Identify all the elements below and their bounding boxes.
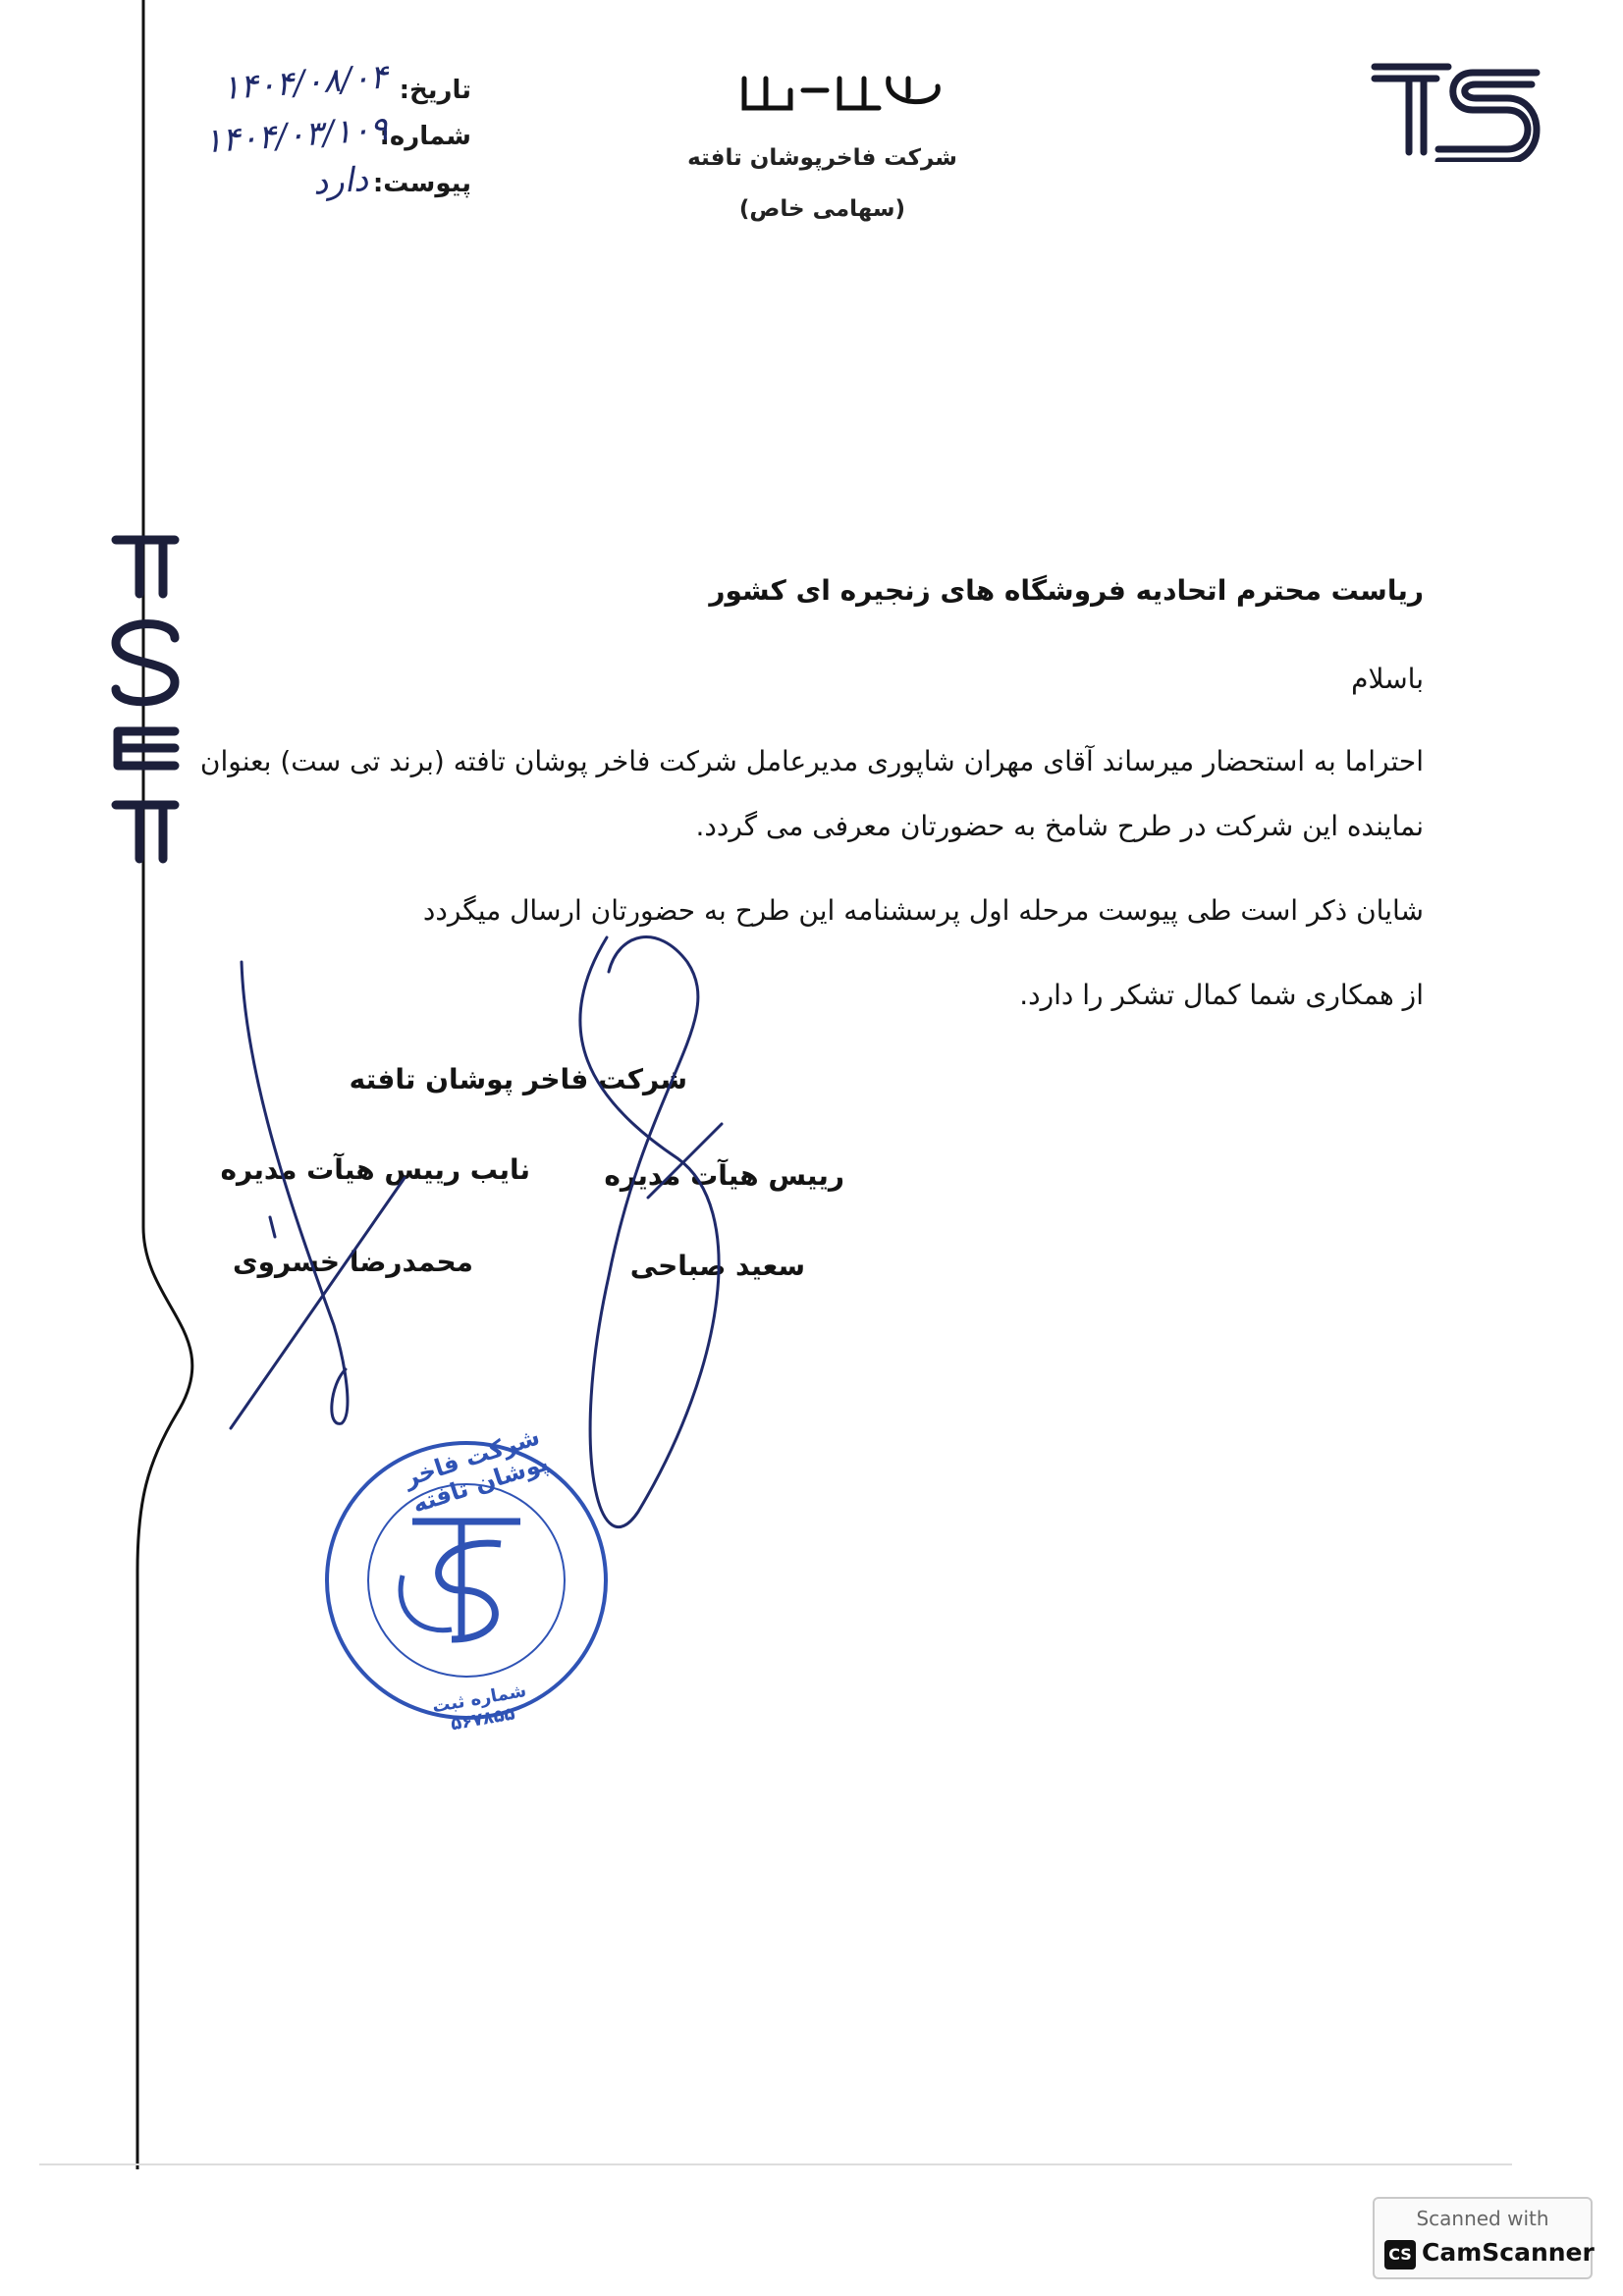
greeting: باسلام	[1351, 663, 1424, 695]
signature-company: شرکت فاخر پوشان تافته	[349, 1063, 687, 1095]
scanned-with-label: Scanned with	[1416, 2207, 1549, 2230]
number-value: ۱۴۰۴/۰۳/۱۰۹	[202, 109, 390, 162]
stamp-registration-text: شماره ثبت ۵۶۷۸۵۵	[430, 1680, 528, 1735]
attachment-value: دارد	[311, 159, 370, 203]
stamp-ring-text: شرکت فاخر پوشان تافته	[401, 1422, 552, 1519]
chairman-title: رییس هیآت مدیره	[604, 1159, 844, 1192]
camscanner-brand: CamScanner	[1422, 2238, 1595, 2267]
vice-chairman-title: نایب رییس هیآت مدیره	[220, 1153, 530, 1186]
number-label: شماره:	[379, 122, 471, 151]
recipient: ریاست محترم اتحادیه فروشگاه های زنجیره ای کشور	[709, 574, 1424, 607]
date-label: تاریخ:	[399, 76, 471, 105]
camscanner-badge	[1373, 2197, 1593, 2279]
date-value: ۱۴۰۴/۰۸/۰۴	[220, 57, 390, 109]
attachment-label: پیوست:	[372, 169, 471, 198]
closing: از همکاری شما کمال تشکر را دارد.	[1019, 979, 1424, 1011]
company-name: شرکت فاخرپوشان تافته	[687, 145, 957, 171]
chairman-name: سعید صباحی	[629, 1250, 805, 1282]
company-type: (سهامی خاص)	[738, 196, 906, 222]
paragraph-1-line-1: احتراما به استحضار میرساند آقای مهران شاپوری مدیرعامل شرکت فاخر پوشان تافته (برند تی ست) بعنوان	[199, 745, 1424, 777]
paragraph-1-line-2: نماینده این شرکت در طرح شامخ به حضورتان معرفی می گردد.	[695, 810, 1424, 842]
camscanner-icon: CS	[1384, 2240, 1416, 2269]
paragraph-2: شایان ذکر است طی پیوست مرحله اول پرسشنامه این طرح به حضورتان ارسال میگردد	[422, 894, 1424, 927]
vice-chairman-name: محمدرضا خسروی	[232, 1246, 473, 1278]
